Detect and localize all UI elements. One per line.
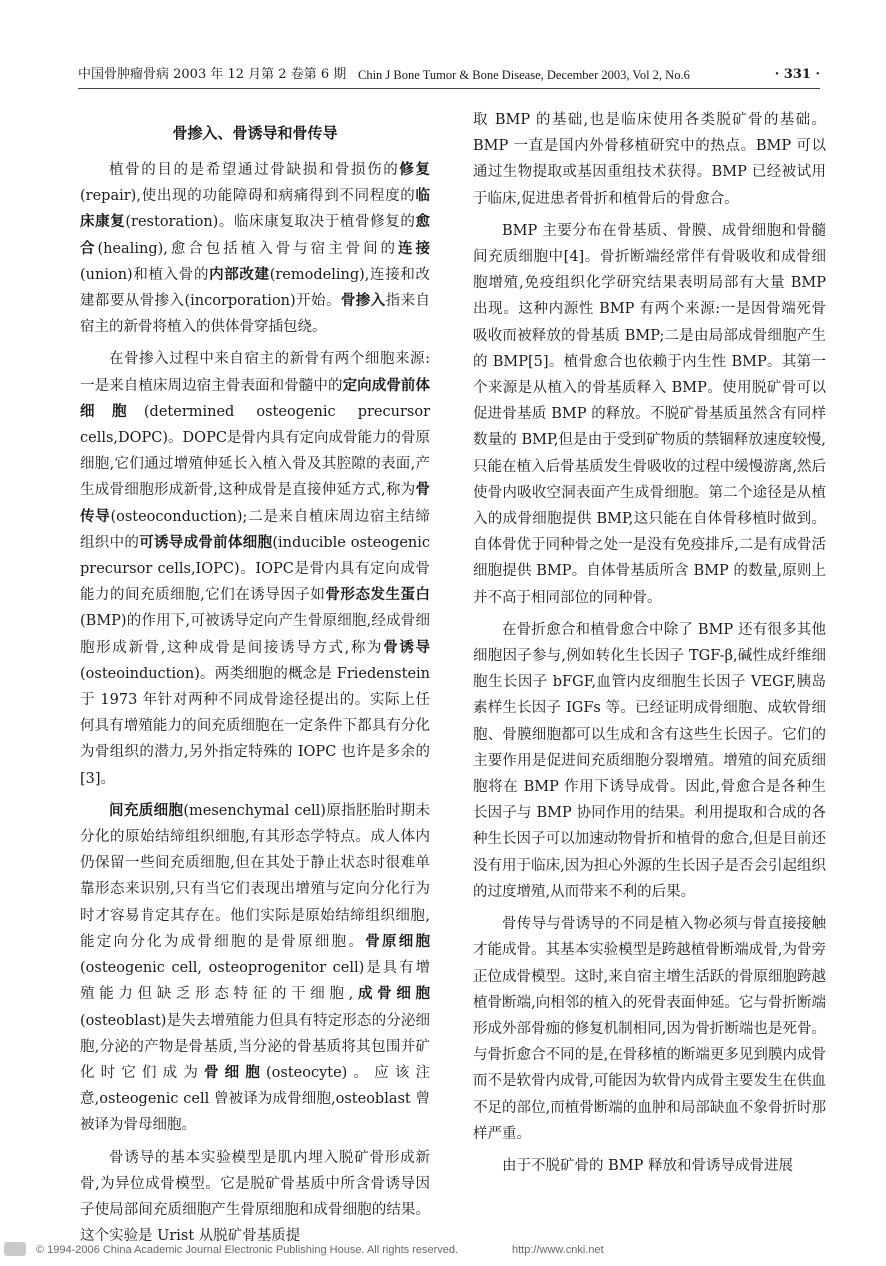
term-repair: 修复 [399,161,431,178]
term-osteogenic-cell: 骨原细胞 [365,932,431,950]
term-iopc: 可诱导成骨前体细胞 [139,533,273,551]
term-osteoblast: 成骨细胞 [353,985,431,1003]
copyright-notice: © 1994-2006 China Academic Journal Electronic Publishing House. All rights reserved. [36,1244,459,1256]
paragraph-induction-model: 骨诱导的基本实验模型是肌内埋入脱矿骨形成新骨,为异位成骨模型。它是脱矿骨基质中所含骨诱导因子使局部间充质细胞产生骨原细胞和成骨细胞的结果。这个实验是 Urist 从脱矿骨基质提 [80,1149,430,1245]
term-restoration: 临床康复 [80,187,430,231]
term-healing: 愈合 [80,213,431,257]
left-column [80,120,430,1249]
term-union: 连接 [398,239,431,257]
cnki-link[interactable]: http://www.cnki.net [512,1244,604,1256]
term-osteoconduction: 骨传导 [80,481,430,525]
publisher-logo-icon [4,1242,26,1256]
running-header [78,66,820,89]
right-column [473,107,826,1179]
journal-title-cn: 中国骨肿瘤骨病 2003 年 12 月第 2 卷第 6 期 [78,67,347,82]
page-number: · 331 · [774,67,820,82]
term-dopc: 定向成骨前体细胞 [80,376,431,420]
page-footer [0,1236,886,1266]
paragraph-continuation: 由于不脱矿骨的 BMP 释放和骨诱导成骨进展 [502,1157,793,1174]
term-osteocyte: 骨细胞 [204,1063,266,1081]
paragraph-growth-factors: 在骨折愈合和植骨愈合中除了 BMP 还有很多其他细胞因子参与,例如转化生长因子 TGF-β,碱性成纤维细胞生长因子 bFGF,血管内皮细胞生长因子 VEGF,胰岛素样生长因子 IGFs 等。已经证明成骨细胞、成软骨细胞、骨膜细胞都可以生成和含有这些生长因子。它们的主要作用是促进间充质细胞分裂增殖。增殖的间充质细胞将在 BMP 作用下诱导成骨。因此,骨愈合是各种生长因子与 BMP 协同作用的结果。利用提取和合成的各种生长因子可以加速动物骨折和植骨的愈合,但是目前还没有用于临床,因为担心外源的生长因子是否会引起组织的过度增殖,从而带来不利的后果。 [473,621,826,900]
section-title: 骨掺入、骨诱导和骨传导 [172,124,338,142]
paragraph-repair: 植骨的目的是希望通过骨缺损和骨损伤的修复(repair),使出现的功能障碍和病痛得到不同程度的临床康复(restoration)。临床康复取决于植骨修复的愈合(healing),愈合包括植入骨与宿主骨间的连接(union)和植入骨的内部改建(remodeling),连接和改建都要从骨掺入(incorporation)开始。骨掺入指来自宿主的新骨将植入的供体骨穿插包绕。 [80,161,431,336]
paragraph-osteoconduction: 骨传导与骨诱导的不同是植入物必须与骨直接接触才能成骨。其基本实验模型是跨越植骨断端成骨,为骨旁正位成骨模型。这时,来自宿主增生活跃的骨原细胞跨越植骨断端,向相邻的植入的死骨表面伸延。它与骨折断端形成外部骨痂的修复机制相同,因为骨折断端也是死骨。与骨折愈合不同的是,在骨移植的断端更多见到膜内成骨而不是软骨内成骨,可能因为软骨内成骨主要发生在供血不足的部位,而植骨断端的血肿和局部缺血不象骨折时那样严重。 [473,916,826,1142]
journal-title-en: Chin J Bone Tumor & Bone Disease, December 2003, Vol 2, No.6 [358,68,690,82]
term-osteoinduction: 骨诱导 [383,638,431,656]
term-mesenchymal-cell: 间充质细胞 [109,801,184,819]
paragraph-cell-sources: 在骨掺入过程中来自宿主的新骨有两个细胞来源:一是来自植床周边宿主骨表面和骨髓中的定向成骨前体细胞(determined osteogenic precursor cells,DOPC)。DOPC是骨内具有定向成骨能力的骨原细胞,它们通过增殖伸延长入植入骨及其腔隙的表面,产生成骨细胞形成新骨,这种成骨是直接伸延方式,称为骨传导(osteoconduction);二是来自植床周边宿主结缔组织中的可诱导成骨前体细胞(inducible osteogenic precursor cells,IOPC)。IOPC是骨内具有定向成骨能力的间充质细胞,它们在诱导因子如骨形态发生蛋白(BMP)的作用下,可被诱导定向产生骨原细胞,经成骨细胞形成新骨,这种成骨是间接诱导方式,称为骨诱导(osteoinduction)。两类细胞的概念是 Friedenstein 于 1973 年针对两种不同成骨途径提出的。实际上任何具有增殖能力的间充质细胞在一定条件下都具有分化为骨组织的潜力,另外指定特殊的 IOPC 也许是多余的[3]。 [80,351,431,787]
term-remodeling: 内部改建 [209,265,270,283]
paragraph-mesenchymal: 间充质细胞(mesenchymal cell)原指胚胎时期未分化的原始结缔组织细胞,有其形态学特点。成人体内仍保留一些间充质细胞,但在其处于静止状态时很难单靠形态来识别,只有当它们表现出增殖与定向分化行为时才容易肯定其存在。他们实际是原始结缔组织细胞,能定向分化为成骨细胞的是骨原细胞。骨原细胞(osteogenic cell, osteoprogenitor cell)是具有增殖能力但缺乏形态特征的干细胞,成骨细胞(osteoblast)是失去增殖能力但具有特定形态的分泌细胞,分泌的产物是骨基质,当分泌的骨基质将其包围并矿化时它们成为骨细胞(osteocyte)。应该注意,osteogenic cell 曾被译为成骨细胞,osteoblast 曾被译为骨母细胞。 [80,801,431,1134]
term-incorporation: 骨掺入 [340,292,386,310]
paragraph-bmp-basis: 取 BMP 的基础,也是临床使用各类脱矿骨的基础。BMP 一直是国内外骨移植研究中的热点。BMP 可以通过生物提取或基因重组技术获得。BMP 已经被试用于临床,促进患者骨折和植骨后的骨愈合。 [473,112,826,207]
paragraph-bmp-distribution: BMP 主要分布在骨基质、骨膜、成骨细胞和骨髓间充质细胞中[4]。骨折断端经常伴有骨吸收和成骨细胞增殖,免疫组织化学研究结果表明局部有大量 BMP 出现。这种内源性 BMP 有两个来源:一是因骨端死骨吸收而被释放的骨基质 BMP;二是由局部成骨细胞产生的 BMP[5]。植骨愈合也依赖于内生性 BMP。其第一个来源是从植入的骨基质释入 BMP。使用脱矿骨可以促进骨基质 BMP 的释放。不脱矿骨基质虽然含有同样数量的 BMP,但是由于受到矿物质的禁锢释放速度较慢,只能在植入后骨基质发生骨吸收的过程中缓慢游离,然后使骨内吸收空洞表面产生成骨细胞。第二个途径是从植入的成骨细胞提供 BMP,这只能在自体骨移植时做到。自体骨优于同种骨之处一是没有免疫排斥,二是有成骨活细胞提供 BMP。自体骨基质所含 BMP 的数量,原则上并不高于相同部位的同种骨。 [473,222,826,606]
term-bmp: 骨形态发生蛋白 [325,586,431,604]
